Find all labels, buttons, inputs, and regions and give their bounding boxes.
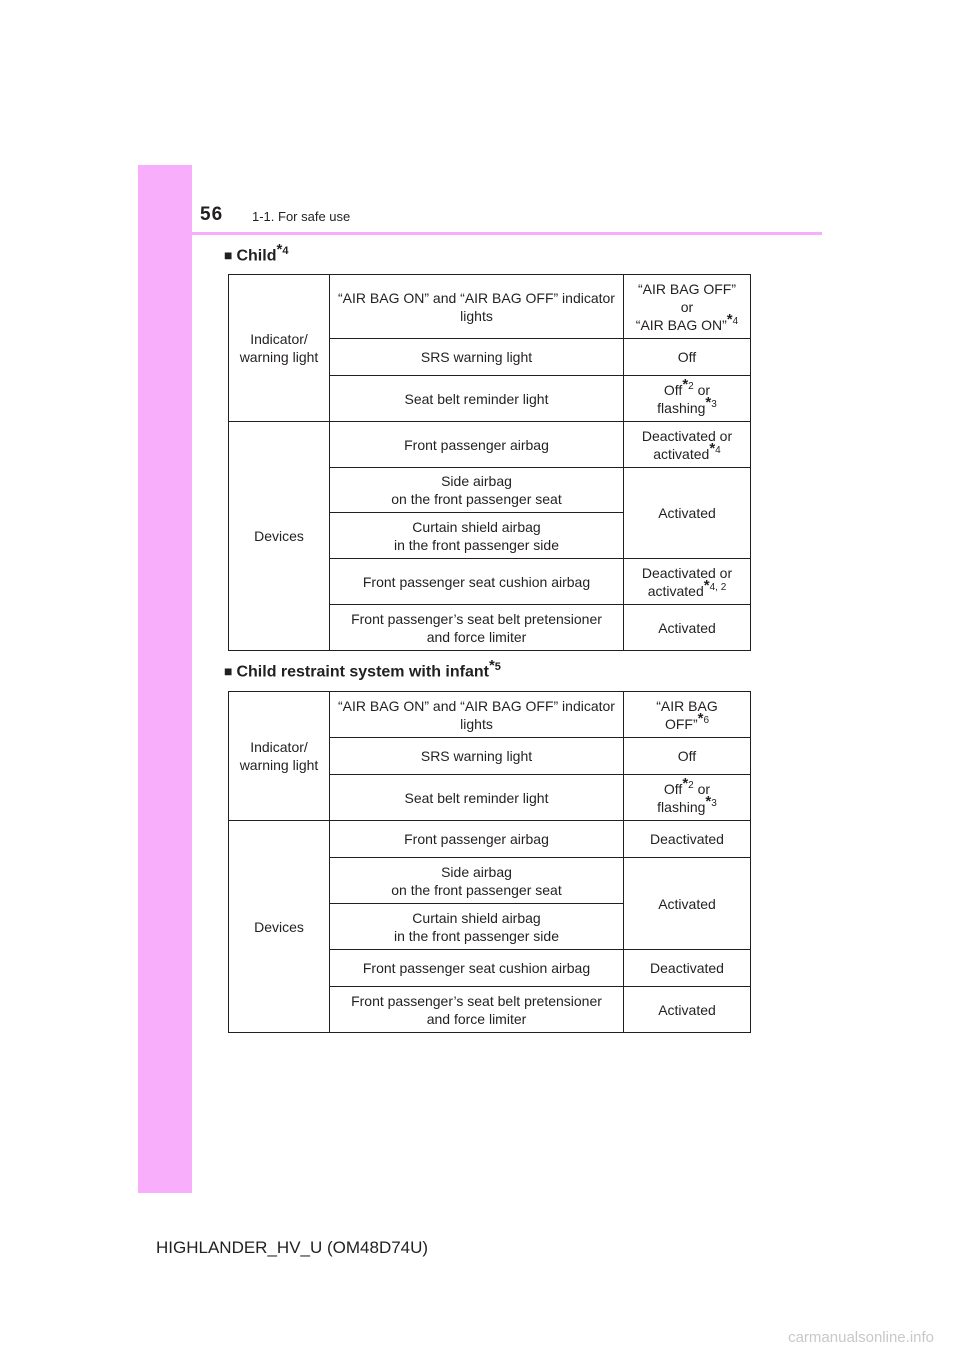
cell-item: SRS warning light xyxy=(330,339,624,376)
heading-child-restraint-infant: ■ Child restraint system with infant$^{*5}$ xyxy=(224,657,501,681)
cell-value: Off xyxy=(624,339,751,376)
cell-value: Off$^{*2}$ or flashing$^{*3}$ xyxy=(624,376,751,422)
cell-value: Activated xyxy=(624,858,751,950)
table-row xyxy=(229,821,751,858)
cell-item: Seat belt reminder light xyxy=(330,376,624,422)
devices-label-cell: Devices xyxy=(229,821,330,1033)
cell-item: Front passenger airbag xyxy=(330,821,624,858)
cell-item: Curtain shield airbag in the front passenger side xyxy=(330,513,624,559)
asterisk-icon: * xyxy=(682,774,689,792)
asterisk-icon: * xyxy=(703,576,710,594)
cell-value: “AIR BAG OFF”$^{*6}$ xyxy=(624,692,751,738)
asterisk-icon: * xyxy=(697,709,704,727)
asterisk-icon: * xyxy=(276,241,283,258)
table-row xyxy=(229,275,751,339)
indicator-label-cell: Indicator/ warning light xyxy=(229,692,330,821)
cell-item: Front passenger seat cushion airbag xyxy=(330,559,624,605)
asterisk-icon: * xyxy=(488,657,495,674)
square-bullet-icon: ■ xyxy=(224,663,233,680)
table-row xyxy=(229,422,751,468)
footer-model-code: HIGHLANDER_HV_U (OM48D74U) xyxy=(156,1238,429,1257)
cell-item: Front passenger’s seat belt pretensioner and force limiter xyxy=(330,605,624,651)
cell-item: Front passenger seat cushion airbag xyxy=(330,950,624,987)
header-rule xyxy=(138,232,822,235)
cell-value: Deactivated or activated$^{*4}$ xyxy=(624,422,751,468)
asterisk-icon: * xyxy=(682,375,689,393)
indicator-label-cell: Indicator/ warning light xyxy=(229,275,330,422)
child-table xyxy=(228,274,751,651)
cell-value: “AIR BAG OFF” or “AIR BAG ON”$^{*4}$ xyxy=(624,275,751,339)
cell-item: Side airbag on the front passenger seat xyxy=(330,858,624,904)
cell-item: Side airbag on the front passenger seat xyxy=(330,468,624,513)
asterisk-icon: * xyxy=(709,439,716,457)
asterisk-icon: * xyxy=(705,393,712,411)
cell-value: Deactivated xyxy=(624,821,751,858)
cell-item: SRS warning light xyxy=(330,738,624,775)
cell-value: Deactivated or activated$^{*4, 2}$ xyxy=(624,559,751,605)
cell-value: Off$^{*2}$ or flashing$^{*3}$ xyxy=(624,775,751,821)
infant-restraint-table xyxy=(228,691,751,1033)
cell-value: Activated xyxy=(624,987,751,1033)
cell-value: Deactivated xyxy=(624,950,751,987)
table-row xyxy=(229,692,751,738)
cell-item: Seat belt reminder light xyxy=(330,775,624,821)
asterisk-icon: * xyxy=(705,792,712,810)
cell-item: “AIR BAG ON” and “AIR BAG OFF” indicator lights xyxy=(330,692,624,738)
side-tab-bar xyxy=(138,165,192,1193)
page-number: 56 xyxy=(200,204,224,225)
cell-value: Off xyxy=(624,738,751,775)
section-label: 1-1. For safe use xyxy=(252,209,351,224)
cell-item: Front passenger airbag xyxy=(330,422,624,468)
square-bullet-icon: ■ xyxy=(224,247,233,264)
cell-item: Front passenger’s seat belt pretensioner and force limiter xyxy=(330,987,624,1033)
cell-item: “AIR BAG ON” and “AIR BAG OFF” indicator lights xyxy=(330,275,624,339)
cell-value: Activated xyxy=(624,605,751,651)
heading-child: ■ Child$^{*4}$ xyxy=(224,241,289,265)
watermark: carmanualsonline.info xyxy=(788,1329,934,1346)
cell-value: Activated xyxy=(624,468,751,559)
cell-item: Curtain shield airbag in the front passenger side xyxy=(330,904,624,950)
asterisk-icon: * xyxy=(726,310,733,328)
devices-label-cell: Devices xyxy=(229,422,330,651)
